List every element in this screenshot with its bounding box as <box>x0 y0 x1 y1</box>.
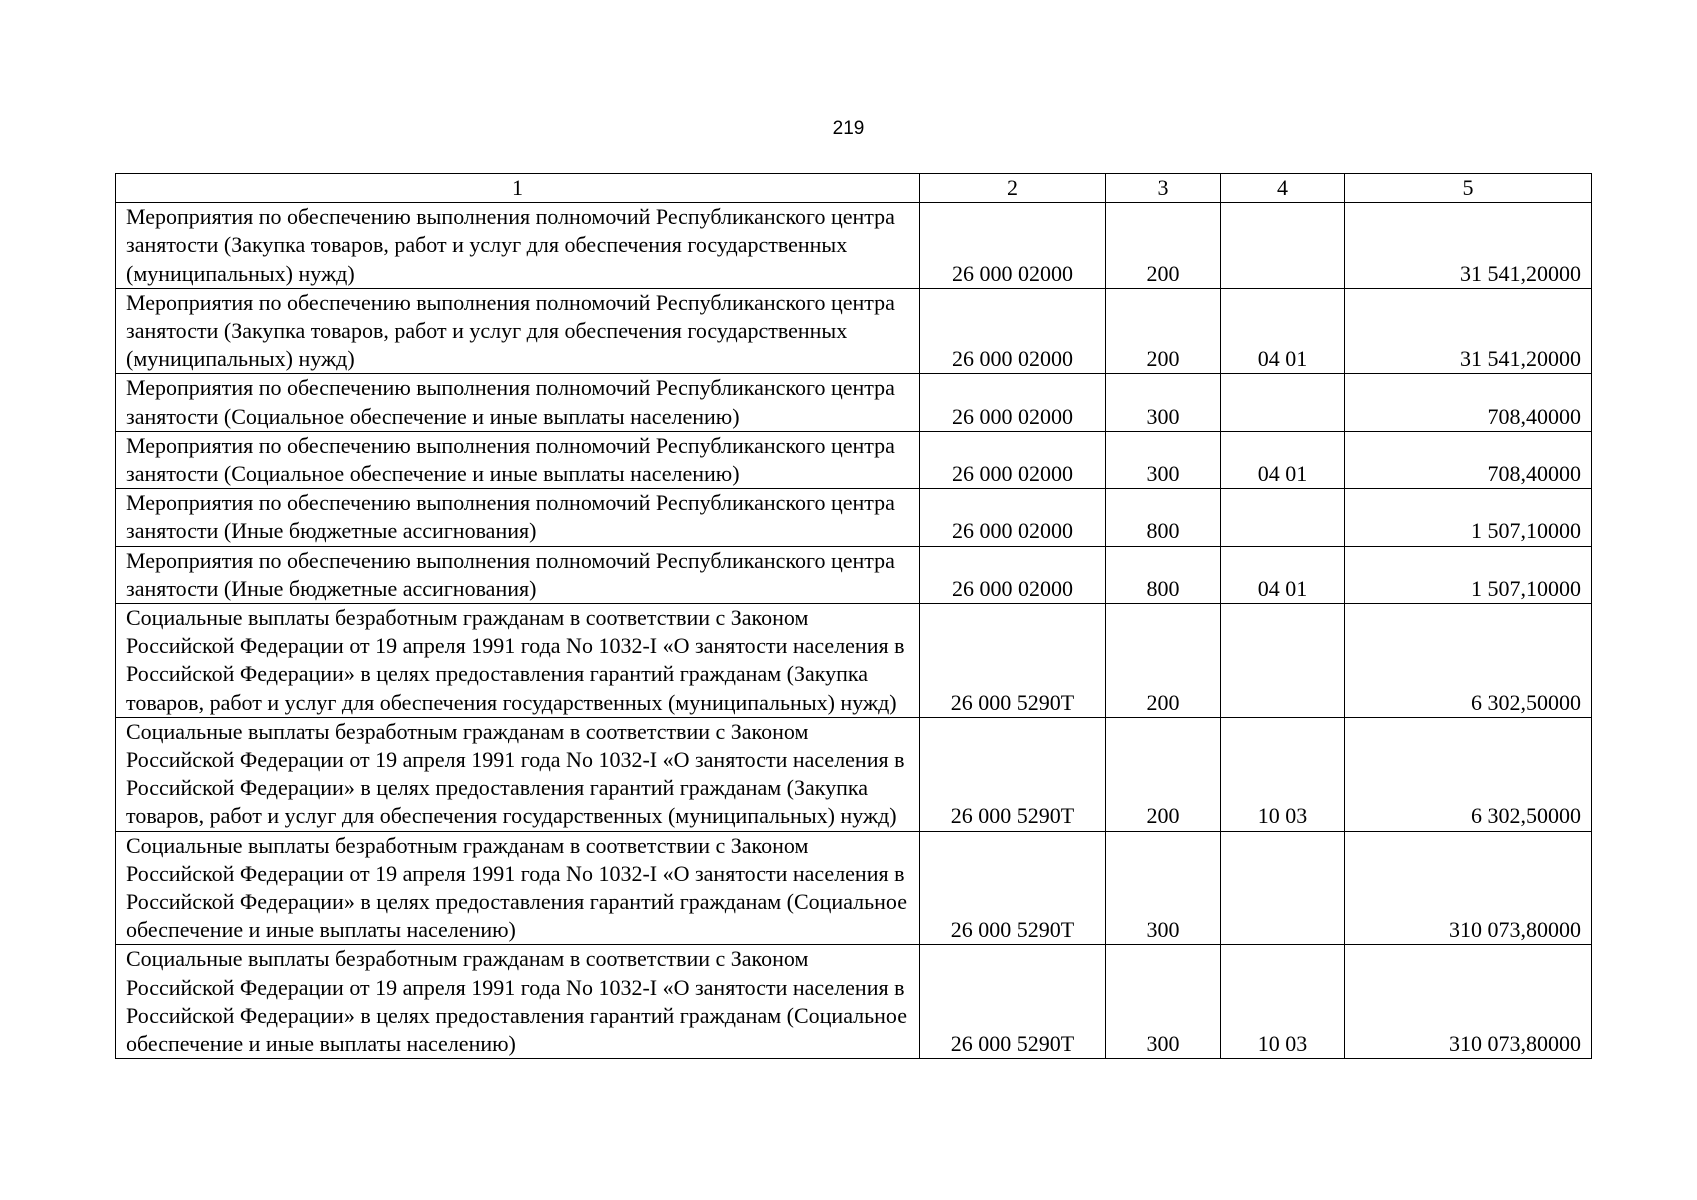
row-target-code: 26 000 02000 <box>920 288 1106 374</box>
row-expense-type: 800 <box>1106 489 1221 546</box>
row-section <box>1221 604 1345 718</box>
row-target-code: 26 000 02000 <box>920 203 1106 289</box>
header-col-4: 4 <box>1221 174 1345 203</box>
row-target-code: 26 000 5290Т <box>920 717 1106 831</box>
row-sum: 1 507,10000 <box>1345 546 1592 603</box>
table-row <box>116 717 1592 831</box>
row-expense-type: 300 <box>1106 831 1221 945</box>
table-row <box>116 604 1592 718</box>
row-section <box>1221 831 1345 945</box>
row-name: Социальные выплаты безработным гражданам в соответствии с Законом Российской Федерации от 19 апреля 1991 года No 1032-I «О занятости населения в Российской Федерации» в целях предоставления гарантий гражданам (Закупка товаров, работ и услуг для обеспечения государственных (муниципальных) нужд) <box>116 717 920 831</box>
row-name: Мероприятия по обеспечению выполнения полномочий Республиканского центра занятости (Социальное обеспечение и иные выплаты населению) <box>116 374 920 431</box>
row-target-code: 26 000 02000 <box>920 431 1106 488</box>
row-expense-type: 300 <box>1106 431 1221 488</box>
row-expense-type: 800 <box>1106 546 1221 603</box>
row-sum: 6 302,50000 <box>1345 717 1592 831</box>
row-name: Мероприятия по обеспечению выполнения полномочий Республиканского центра занятости (Закупка товаров, работ и услуг для обеспечения государственных (муниципальных) нужд) <box>116 203 920 289</box>
table-row <box>116 546 1592 603</box>
row-target-code: 26 000 5290Т <box>920 945 1106 1059</box>
row-section <box>1221 489 1345 546</box>
row-name: Мероприятия по обеспечению выполнения полномочий Республиканского центра занятости (Иные бюджетные ассигнования) <box>116 489 920 546</box>
budget-table <box>115 173 1592 1059</box>
header-col-5: 5 <box>1345 174 1592 203</box>
row-sum: 1 507,10000 <box>1345 489 1592 546</box>
header-col-2: 2 <box>920 174 1106 203</box>
row-sum: 6 302,50000 <box>1345 604 1592 718</box>
row-expense-type: 200 <box>1106 288 1221 374</box>
row-sum: 31 541,20000 <box>1345 203 1592 289</box>
row-target-code: 26 000 5290Т <box>920 604 1106 718</box>
row-expense-type: 200 <box>1106 203 1221 289</box>
row-name: Социальные выплаты безработным гражданам в соответствии с Законом Российской Федерации от 19 апреля 1991 года No 1032-I «О занятости населения в Российской Федерации» в целях предоставления гарантий гражданам (Социальное обеспечение и иные выплаты населению) <box>116 945 920 1059</box>
row-target-code: 26 000 02000 <box>920 489 1106 546</box>
row-name: Социальные выплаты безработным гражданам в соответствии с Законом Российской Федерации от 19 апреля 1991 года No 1032-I «О занятости населения в Российской Федерации» в целях предоставления гарантий гражданам (Закупка товаров, работ и услуг для обеспечения государственных (муниципальных) нужд) <box>116 604 920 718</box>
row-sum: 708,40000 <box>1345 374 1592 431</box>
row-sum: 310 073,80000 <box>1345 945 1592 1059</box>
row-name: Социальные выплаты безработным гражданам в соответствии с Законом Российской Федерации от 19 апреля 1991 года No 1032-I «О занятости населения в Российской Федерации» в целях предоставления гарантий гражданам (Социальное обеспечение и иные выплаты населению) <box>116 831 920 945</box>
header-col-1: 1 <box>116 174 920 203</box>
row-name: Мероприятия по обеспечению выполнения полномочий Республиканского центра занятости (Социальное обеспечение и иные выплаты населению) <box>116 431 920 488</box>
row-section: 04 01 <box>1221 288 1345 374</box>
row-sum: 708,40000 <box>1345 431 1592 488</box>
row-section: 10 03 <box>1221 717 1345 831</box>
header-col-3: 3 <box>1106 174 1221 203</box>
row-expense-type: 200 <box>1106 604 1221 718</box>
row-target-code: 26 000 02000 <box>920 374 1106 431</box>
row-expense-type: 300 <box>1106 945 1221 1059</box>
table-row <box>116 288 1592 374</box>
table-row <box>116 203 1592 289</box>
row-target-code: 26 000 5290Т <box>920 831 1106 945</box>
row-name: Мероприятия по обеспечению выполнения полномочий Республиканского центра занятости (Закупка товаров, работ и услуг для обеспечения государственных (муниципальных) нужд) <box>116 288 920 374</box>
table-row <box>116 945 1592 1059</box>
row-expense-type: 300 <box>1106 374 1221 431</box>
table-row <box>116 831 1592 945</box>
row-sum: 31 541,20000 <box>1345 288 1592 374</box>
table-row <box>116 374 1592 431</box>
row-section: 04 01 <box>1221 431 1345 488</box>
row-target-code: 26 000 02000 <box>920 546 1106 603</box>
row-section <box>1221 203 1345 289</box>
row-section: 10 03 <box>1221 945 1345 1059</box>
row-sum: 310 073,80000 <box>1345 831 1592 945</box>
table-row <box>116 489 1592 546</box>
page-number: 219 <box>832 118 865 139</box>
row-name: Мероприятия по обеспечению выполнения полномочий Республиканского центра занятости (Иные бюджетные ассигнования) <box>116 546 920 603</box>
row-expense-type: 200 <box>1106 717 1221 831</box>
header-row <box>116 174 1592 203</box>
row-section <box>1221 374 1345 431</box>
table-row <box>116 431 1592 488</box>
row-section: 04 01 <box>1221 546 1345 603</box>
